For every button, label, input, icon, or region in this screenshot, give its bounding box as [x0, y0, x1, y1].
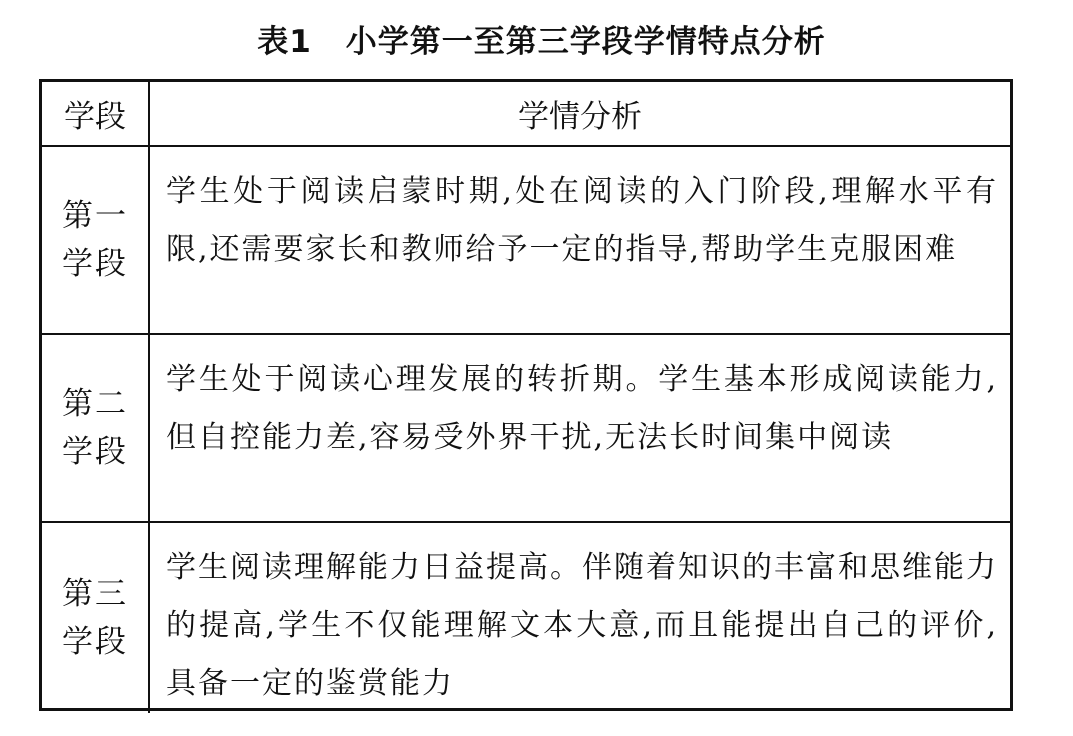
stage-cell	[42, 334, 149, 522]
stage-label-line1: 第二	[62, 386, 128, 422]
analysis-table	[42, 82, 1010, 713]
stage-label-line2: 学段	[62, 434, 128, 470]
table-row	[42, 522, 1010, 713]
table-caption	[0, 22, 1073, 62]
stage-label-line2: 学段	[62, 624, 128, 660]
analysis-cell: 学生处于阅读启蒙时期,处在阅读的入门阶段,理解水平有限,还需要家长和教师给予一定的指导,帮助学生克服困难	[149, 146, 1010, 334]
table-number: 表1	[257, 24, 312, 60]
stage-cell	[42, 146, 149, 334]
analysis-cell: 学生处于阅读心理发展的转折期。学生基本形成阅读能力,但自控能力差,容易受外界干扰,无法长时间集中阅读	[149, 334, 1010, 522]
table-row	[42, 146, 1010, 334]
header-analysis: 学情分析	[149, 82, 1010, 146]
analysis-table-frame	[39, 79, 1013, 711]
stage-label-line1: 第三	[62, 576, 128, 612]
stage-label-line2: 学段	[62, 246, 128, 282]
table-header-row	[42, 82, 1010, 146]
stage-cell	[42, 522, 149, 713]
table-title: 小学第一至第三学段学情特点分析	[345, 24, 826, 60]
table-row	[42, 334, 1010, 522]
analysis-cell: 学生阅读理解能力日益提高。伴随着知识的丰富和思维能力的提高,学生不仅能理解文本大意,而且能提出自己的评价,具备一定的鉴赏能力	[149, 522, 1010, 713]
stage-label-line1: 第一	[62, 198, 128, 234]
header-stage: 学段	[42, 82, 149, 146]
